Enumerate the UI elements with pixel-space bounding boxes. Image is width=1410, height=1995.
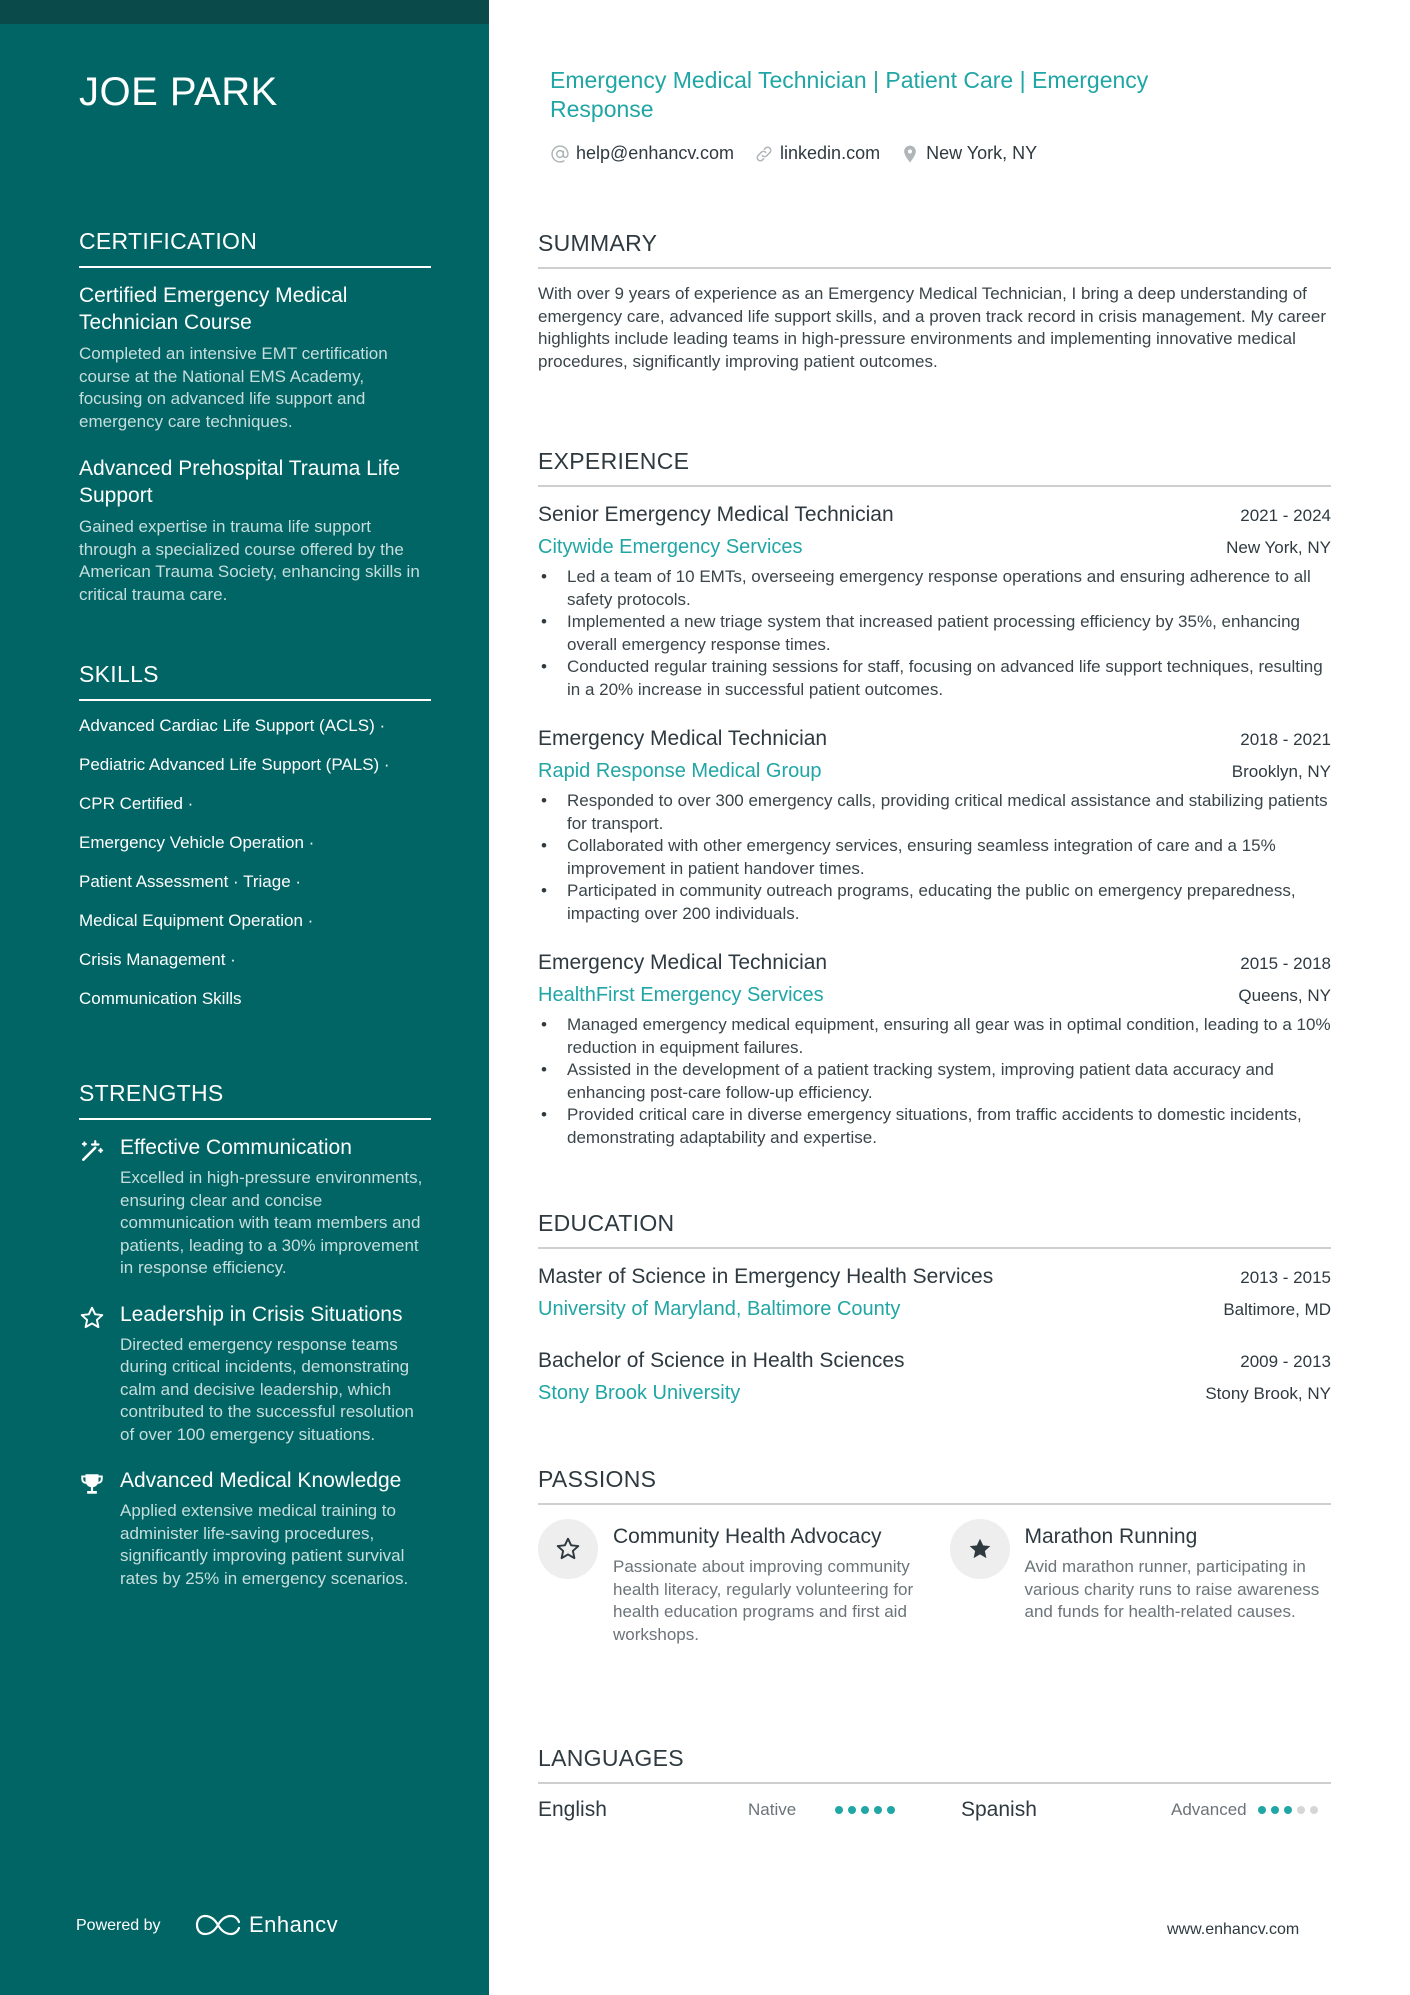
summary-text: With over 9 years of experience as an Emergency Medical Technician, I bring a deep understanding of emergency care, advanced life support skills, and a proven track record in crisis management. My career highlights include leading teams in high-pressure environments and implementing innovative medical procedures, significantly improving patient outcomes. (538, 284, 1327, 371)
skill-item: Pediatric Advanced Life Support (PALS) · (79, 755, 390, 774)
section-heading: EDUCATION (538, 1210, 1331, 1249)
skill-item: CPR Certified · (79, 794, 194, 813)
section-heading: LANGUAGES (538, 1745, 1331, 1784)
sidebar (0, 0, 489, 1995)
school-name: University of Maryland, Baltimore County (538, 1298, 901, 1320)
strength-title: Advanced Medical Knowledge (120, 1469, 402, 1492)
passion-description: Avid marathon runner, participating in various charity runs to raise awareness and funds for health-related causes. (1024, 1557, 1320, 1621)
skills-section (79, 661, 431, 1027)
experience-entry (538, 501, 1331, 701)
passion-icon-badge (538, 1519, 598, 1579)
job-title: Emergency Medical Technician (538, 727, 828, 750)
language-level: Native (748, 1800, 797, 1819)
strength-title: Effective Communication (120, 1136, 352, 1159)
contact-email-text: help@enhancv.com (576, 143, 735, 163)
star-outline-icon (79, 1305, 105, 1331)
location-pin-icon (900, 144, 920, 164)
bullet-item: • Implemented a new triage system that increased patient processing efficiency by 35%, enhancing overall emergency response times. (538, 611, 1331, 656)
proficiency-dot-filled (1271, 1806, 1279, 1814)
strength-item (79, 1467, 431, 1590)
cert-title: Advanced Prehospital Trauma Life Support (79, 457, 401, 507)
proficiency-dot-filled (848, 1806, 856, 1814)
job-dates: 2021 - 2024 (1240, 506, 1331, 525)
section-heading: EXPERIENCE (538, 448, 1331, 487)
enhancv-logo-text: Enhancv (249, 1912, 339, 1937)
skill-item: Medical Equipment Operation · (79, 911, 314, 930)
language-name: Spanish (961, 1798, 1037, 1821)
job-title: Senior Emergency Medical Technician (538, 503, 894, 526)
strength-description: Applied extensive medical training to administer life-saving procedures, significantly improving patient survival rates by 25% in emergency scenarios. (120, 1501, 409, 1588)
strengths-section (79, 1080, 431, 1611)
strength-item (79, 1134, 431, 1280)
enhancv-logo-icon (195, 1913, 241, 1937)
proficiency-dot-filled (1284, 1806, 1292, 1814)
proficiency-dot-filled (861, 1806, 869, 1814)
cert-description: Completed an intensive EMT certification course at the National EMS Academy, focusing on advanced life support and emergency care techniques. (79, 344, 388, 431)
strength-item (79, 1301, 431, 1447)
candidate-name: JOE PARK (79, 70, 278, 114)
education-section (538, 1210, 1331, 1431)
skill-item: Crisis Management · (79, 950, 236, 969)
headline: Emergency Medical Technician | Patient Care | Emergency Response (550, 67, 1149, 122)
bullet-item: • Conducted regular training sessions for staff, focusing on advanced life support techniques, resulting in a 20% increase in successful patient outcomes. (538, 656, 1331, 701)
section-heading: PASSIONS (538, 1466, 1331, 1505)
skill-item: Communication Skills (79, 989, 242, 1008)
bullet-item: • Provided critical care in diverse emergency situations, from traffic accidents to domestic incidents, demonstrating adaptability and expertise. (538, 1104, 1331, 1149)
star-outline-icon (555, 1536, 581, 1562)
section-heading: SKILLS (79, 661, 431, 701)
bullet-item: • Managed emergency medical equipment, ensuring all gear was in optimal condition, leading to a 10% reduction in equipment failures. (538, 1014, 1331, 1059)
experience-entry (538, 725, 1331, 925)
language-item (961, 1798, 1331, 1822)
language-item (538, 1798, 908, 1822)
passion-item (538, 1519, 920, 1646)
school-location: Stony Brook, NY (1205, 1384, 1331, 1403)
language-name: English (538, 1798, 607, 1821)
contact-bar (550, 143, 1037, 164)
proficiency-dots (835, 1806, 895, 1814)
company-name: Rapid Response Medical Group (538, 760, 822, 782)
job-location: Brooklyn, NY (1231, 762, 1331, 781)
summary-section (538, 230, 1331, 373)
bullet-item: • Assisted in the development of a patient tracking system, improving patient data accuracy and enhancing post-care follow-up efficiency. (538, 1059, 1331, 1104)
passions-section (538, 1466, 1331, 1646)
job-bullets (538, 790, 1331, 925)
at-icon (550, 144, 570, 164)
company-name: HealthFirst Emergency Services (538, 984, 824, 1006)
strength-description: Directed emergency response teams during critical incidents, demonstrating calm and decisive leadership, which contributed to the successful resolution of over 100 emergency situations. (120, 1334, 414, 1444)
education-entry (538, 1263, 1331, 1323)
cert-item (79, 282, 431, 433)
contact-linkedin[interactable] (754, 143, 880, 164)
job-dates: 2015 - 2018 (1240, 954, 1331, 973)
link-icon (754, 144, 774, 164)
job-location: Queens, NY (1238, 986, 1331, 1005)
skill-item: Patient Assessment · Triage · (79, 872, 302, 891)
job-bullets (538, 566, 1331, 701)
proficiency-dot-filled (874, 1806, 882, 1814)
cert-title: Certified Emergency Medical Technician Course (79, 284, 348, 334)
skill-item: Emergency Vehicle Operation · (79, 833, 315, 852)
job-dates: 2018 - 2021 (1240, 730, 1331, 749)
contact-linkedin-text: linkedin.com (780, 143, 881, 163)
passion-icon-badge (950, 1519, 1010, 1579)
trophy-icon (79, 1471, 105, 1497)
passion-title: Marathon Running (1024, 1525, 1198, 1548)
education-dates: 2013 - 2015 (1240, 1268, 1331, 1287)
language-level: Advanced (1171, 1800, 1247, 1819)
proficiency-dot-filled (1258, 1806, 1266, 1814)
skill-item: Advanced Cardiac Life Support (ACLS) · (79, 716, 386, 735)
star-filled-icon (967, 1536, 993, 1562)
bullet-item: • Responded to over 300 emergency calls, providing critical medical assistance and stabilizing patients for transport. (538, 790, 1331, 835)
languages-section (538, 1745, 1331, 1822)
strength-description: Excelled in high-pressure environments, ensuring clear and concise communication with team members and patients, leading to a 30% improvement in response efficiency. (120, 1168, 423, 1277)
proficiency-dot-empty (1297, 1806, 1305, 1814)
contact-location (900, 143, 1037, 164)
degree-title: Master of Science in Emergency Health Services (538, 1265, 994, 1288)
proficiency-dot-filled (835, 1806, 843, 1814)
sidebar-top-band (0, 0, 489, 24)
enhancv-logo[interactable] (195, 1912, 338, 1938)
passion-description: Passionate about improving community health literacy, regularly volunteering for health education programs and first aid workshops. (613, 1557, 914, 1644)
school-location: Baltimore, MD (1223, 1300, 1331, 1319)
education-dates: 2009 - 2013 (1240, 1352, 1331, 1371)
job-title: Emergency Medical Technician (538, 951, 828, 974)
proficiency-dot-filled (887, 1806, 895, 1814)
section-heading: SUMMARY (538, 230, 1331, 269)
education-entry (538, 1347, 1331, 1407)
footer-url[interactable]: www.enhancv.com (1167, 1921, 1300, 1938)
contact-email[interactable] (550, 143, 734, 164)
proficiency-dots (1258, 1806, 1318, 1814)
experience-section (538, 448, 1331, 1173)
powered-by-label: Powered by (76, 1917, 161, 1934)
certification-section (79, 228, 431, 628)
company-name: Citywide Emergency Services (538, 536, 803, 558)
proficiency-dot-empty (1310, 1806, 1318, 1814)
section-heading: STRENGTHS (79, 1080, 431, 1120)
bullet-item: • Participated in community outreach programs, educating the public on emergency preparedness, impacting over 200 individuals. (538, 880, 1331, 925)
section-heading: CERTIFICATION (79, 228, 431, 268)
experience-entry (538, 949, 1331, 1149)
bullet-item: • Collaborated with other emergency services, ensuring seamless integration of care and a 15% improvement in patient handover times. (538, 835, 1331, 880)
wand-icon (79, 1138, 105, 1164)
school-name: Stony Brook University (538, 1382, 741, 1404)
strength-title: Leadership in Crisis Situations (120, 1302, 403, 1326)
contact-location-text: New York, NY (926, 143, 1038, 163)
job-bullets (538, 1014, 1331, 1149)
cert-description: Gained expertise in trauma life support through a specialized course offered by the American Trauma Society, enhancing skills in critical trauma care. (79, 517, 420, 604)
passion-title: Community Health Advocacy (613, 1525, 882, 1548)
passion-item (950, 1519, 1332, 1646)
degree-title: Bachelor of Science in Health Sciences (538, 1349, 905, 1372)
job-location: New York, NY (1226, 538, 1331, 557)
cert-item (79, 455, 431, 606)
bullet-item: • Led a team of 10 EMTs, overseeing emergency response operations and ensuring adherence to all safety protocols. (538, 566, 1331, 611)
